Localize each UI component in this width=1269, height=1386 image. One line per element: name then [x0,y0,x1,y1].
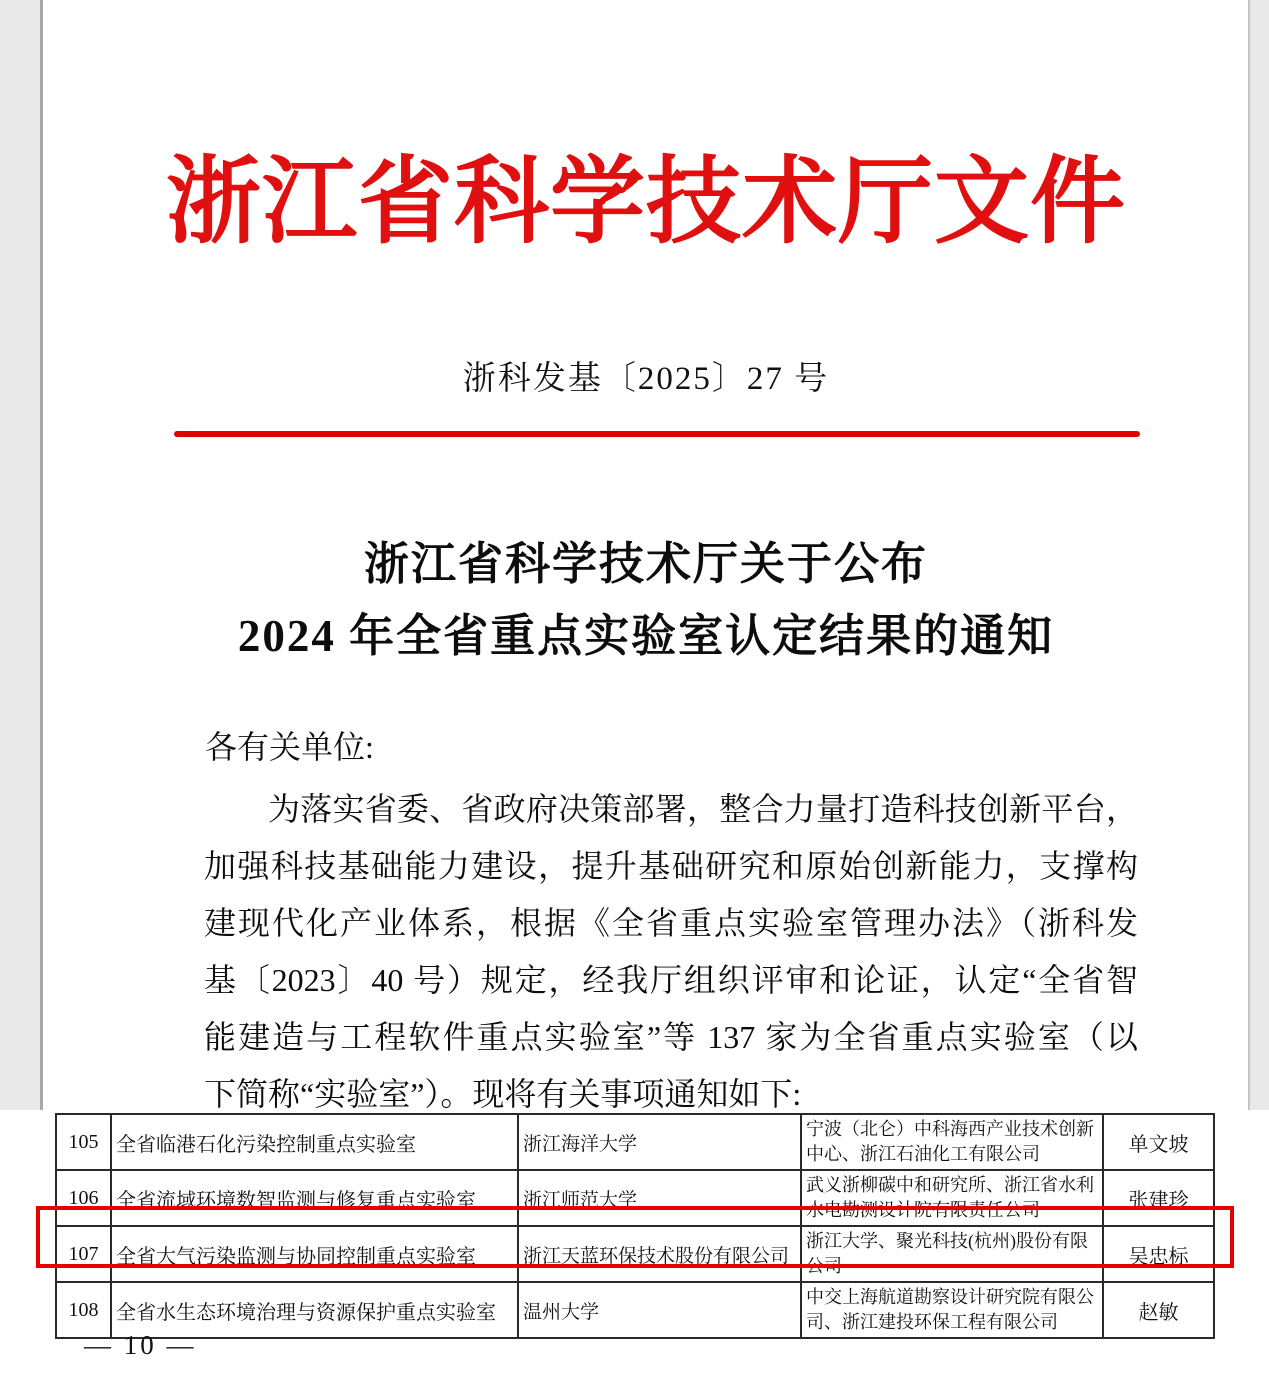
row-107-number: 107 [56,1226,111,1282]
salutation: 各有关单位: [205,729,374,765]
row-105-host-unit: 浙江海洋大学 [518,1114,801,1170]
row-108-director: 赵敏 [1103,1282,1214,1338]
row-107-lab-name: 全省大气污染监测与协同控制重点实验室 [111,1226,518,1282]
table-row-105 [56,1114,1214,1170]
row-106-host-unit: 浙江师范大学 [518,1170,801,1226]
table-row-107-highlighted [56,1226,1214,1282]
row-108-lab-name: 全省水生态环境治理与资源保护重点实验室 [111,1282,518,1338]
row-107-host-unit: 浙江天蓝环保技术股份有限公司 [518,1226,801,1282]
header-red-rule [174,431,1140,437]
row-107-partners: 浙江大学、聚光科技(杭州)股份有限公司 [801,1226,1103,1282]
row-105-number: 105 [56,1114,111,1170]
notice-body [204,781,1138,1123]
row-107-director: 吴忠标 [1103,1226,1214,1282]
row-108-partners: 中交上海航道勘察设计研究院有限公司、浙江建投环保工程有限公司 [801,1282,1103,1338]
table-row-106 [56,1170,1214,1226]
body-line-6: 下简称“实验室”）。现将有关事项通知如下: [204,1076,802,1112]
row-106-director: 张建珍 [1103,1170,1214,1226]
scan-left-margin [0,0,43,1110]
row-105-director: 单文坡 [1103,1114,1214,1170]
body-line-4: 基〔2023〕40 号）规定，经我厅组织评审和论证，认定“全省智 [204,962,1138,998]
body-line-2: 加强科技基础能力建设，提升基础研究和原始创新能力，支撑构 [204,848,1138,884]
labs-table [55,1113,1215,1339]
row-106-partners: 武义浙柳碳中和研究所、浙江省水利水电勘测设计院有限责任公司 [801,1170,1103,1226]
row-105-lab-name: 全省临港石化污染控制重点实验室 [111,1114,518,1170]
document-org-title: 浙江省科学技术厅文件 [165,149,1126,255]
row-108-host-unit: 温州大学 [518,1282,801,1338]
row-106-lab-name: 全省流域环境数智监测与修复重点实验室 [111,1170,518,1226]
body-line-5: 能建造与工程软件重点实验室”等 137 家为全省重点实验室（以 [204,1019,1138,1055]
document-number: 浙科发基〔2025〕27 号 [462,361,830,397]
body-line-3: 建现代化产业体系，根据《全省重点实验室管理办法》（浙科发 [204,905,1138,941]
row-108-number: 108 [56,1282,111,1338]
page-number: — 10 — [84,1330,197,1360]
table-row-108 [56,1282,1214,1338]
row-105-partners: 宁波（北仑）中科海西产业技术创新中心、浙江石油化工有限公司 [801,1114,1103,1170]
row-106-number: 106 [56,1170,111,1226]
notice-title-line1: 浙江省科学技术厅关于公布 [363,539,928,589]
body-line-1: 为落实省委、省政府决策部署，整合力量打造科技创新平台， [268,791,1138,827]
scan-right-margin [1248,0,1269,1110]
notice-title-line2: 2024 年全省重点实验室认定结果的通知 [237,611,1055,661]
